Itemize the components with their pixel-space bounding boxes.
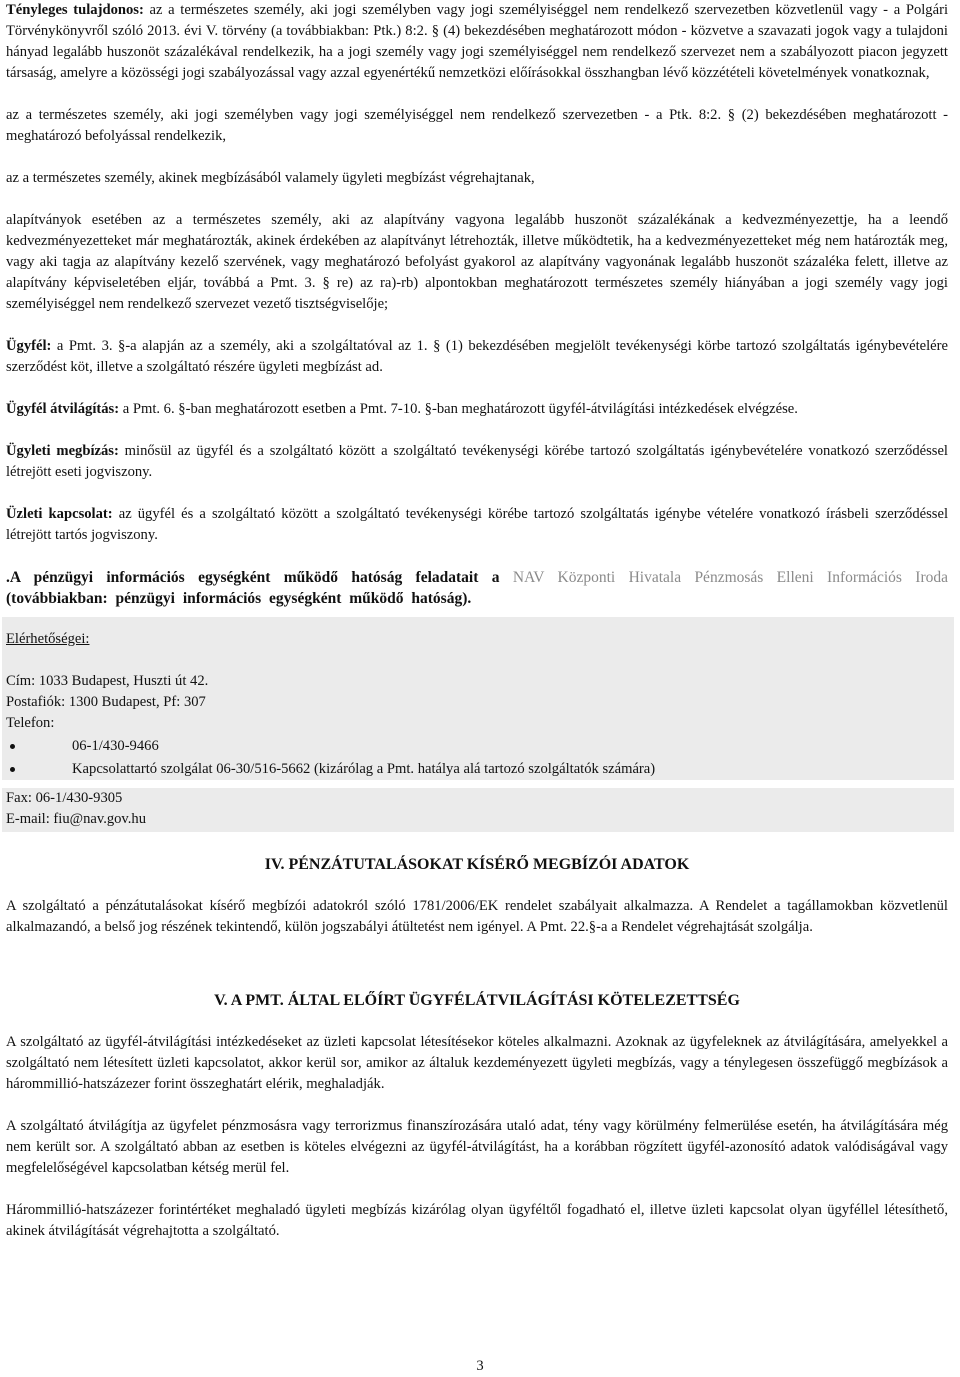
contact-email: E-mail: fiu@nav.gov.hu [6,811,147,827]
definition-term: Ügyfél átvilágítás: [6,401,120,417]
contact-fax: Fax: 06-1/430-9305 [6,790,123,806]
definition-text: a Pmt. 3. §-a alapján az a személy, aki a szolgáltatóval az 1. § (1) bekezdésében megjelölt tevékenységi körbe tartozó szolgáltatás igénybevételére szerződést köt, illetve a szolgáltató részére ügyleti megbízást ad. [6,338,948,375]
fiu-authority-name: NAV Központi Hivatala Pénzmosás Elleni Információs Iroda [499,569,949,586]
phone-list-item: Kapcsolattartó szolgálat 06-30/516-5662 (kizárólag a Pmt. hatálya alá tartozó szolgáltatók számára) [6,759,950,780]
section-v-heading: V. A PMT. ÁLTAL ELŐÍRT ÜGYFÉLÁTVILÁGÍTÁSI KÖTELEZETTSÉG [214,992,740,1009]
definition-term: Üzleti kapcsolat: [6,506,113,522]
definition-text: az a természetes személy, aki jogi személyben vagy jogi személyiséggel nem rendelkező szervezetben közvetlenül vagy - a Polgári Törvénykönyvről szóló 2013. évi V. törvény (a továbbiakban: Ptk.) 8:2. § (4) bekezdésében meghatározott módon - közvetve a szavazati jogok vagy a tulajdoni hányad legalább huszonöt százalékával rendelkezik, ha a jogi személy vagy jogi személyiséggel nem rendelkező szervezet nem a szabályozott piacon jegyzett társaság, amelyre a közösségi jogi szabályozással vagy azzal egyenértékű nemzetközi előírásokkal összhangban lévő közzétételi követelmények vonatkoznak, [6,2,948,81]
fiu-lead-tail: (továbbiakban: pénzügyi információs egységként működő hatóság). [6,590,472,607]
definition-term: Ügyfél: [6,338,52,354]
document-page [6,0,948,1242]
page-number: 3 [476,1358,484,1374]
section-iv-paragraph: A szolgáltató a pénzátutalásokat kísérő megbízói adatokról szóló 1781/2006/EK rendelet szabályait alkalmazza. A Rendelet a tagállamokban közvetlenül alkalmazandó, a belső jog részének tekintendő, külön jogszabályi átültetést nem igényel. A Pmt. 22.§-a a Rendelet végrehajtását szolgálja. [6,898,948,935]
section-v-paragraph-2: A szolgáltató átvilágítja az ügyfelet pénzmosásra vagy terrorizmus finanszírozására utaló adat, tény vagy körülmény felmerülése esetén, ha átvilágítására még nem került sor. A szolgáltató abban az esetben is köteles elvégezni az ügyfél-átvilágítást, ha a korábban rögzített ügyfél-azonosító adatok valódiságával vagy megfelelőségével kapcsolatban kétség merül fel. [6,1118,948,1176]
section-iv-heading: IV. PÉNZÁTUTALÁSOKAT KÍSÉRŐ MEGBÍZÓI ADATOK [264,856,690,873]
definition-term: Ügyleti megbízás: [6,443,119,459]
definition-ugyfel [6,336,948,378]
definition-ugyleti-megbizas [6,441,948,483]
section-v-paragraph-1: A szolgáltató az ügyfél-átvilágítási intézkedéseket az üzleti kapcsolat létesítésekor köteles alkalmazni. Azoknak az ügyfeleknek az átvilágítására, amelyekkel a szolgáltató nem létesített üzleti kapcsolatot, akkor kerül sor, amikor az általuk kezdeményezett ügyleti megbízás, vagy a ténylegesen összefüggő megbízások a hárommillió-hatszázezer forint összeghatárt elérik, meghaladják. [6,1034,948,1092]
contact-heading: Elérhetőségei: [6,631,90,647]
definition-ugyfel-atvilagitas [6,399,948,420]
bullet-icon [10,767,15,772]
definition-paragraph-4: alapítványok esetében az a természetes személy, aki az alapítvány vagyona legalább huszonöt százalékának a kedvezményezettje, ha a leendő kedvezményezetteket már meghatározták, akinek érdekében az alapítványt létrehozták, illetve működtetik, ha a kedvezményezetteket még nem határozták meg, vagy aki tagja az alapítvány kezelő szervének, vagy meghatározó befolyást gyakorol az alapítvány vagyonának legalább huszonöt százaléka felett, illetve az alapítvány képviseletében eljár, továbbá a Pmt. 3. § re) az ra)-rb) alpontokban meghatározott természetes személy hiányában a jogi személy vagy jogi személyiséggel nem rendelkező szervezet vezető tisztségviselője; [6,212,948,312]
section-v-paragraph-3: Hárommillió-hatszázezer forintértéket meghaladó ügyleti megbízás kizárólag olyan ügyféltől fogadható el, illetve üzleti kapcsolat olyan ügyféllel létesíthető, akinek átvilágítását végrehajtotta a szolgáltató. [6,1202,948,1239]
definition-term: Tényleges tulajdonos: [6,2,144,18]
contact-address: Cím: 1033 Budapest, Huszti út 42. [6,673,209,689]
definition-text: az ügyfél és a szolgáltató között a szolgáltató tevékenységi körébe tartozó szolgáltatás igénybe vételére vonatkozó írásbeli szerződéssel létrejött tartós jogviszony. [6,506,949,543]
contact-phone-label: Telefon: [6,715,55,731]
definition-tenyleges-tulajdonos [6,0,948,84]
definition-uzleti-kapcsolat [6,504,948,546]
contact-box [2,617,954,832]
phone-list [6,736,950,780]
bullet-icon [10,744,15,749]
fiu-paragraph [6,567,948,609]
phone-list-item: 06-1/430-9466 [6,736,950,757]
definition-text: minősül az ügyfél és a szolgáltató között a szolgáltató tevékenységi körébe tartozó szolgáltatás igénybevételére vonatkozó szerződéssel létrejött eseti jogviszony. [6,443,948,480]
definition-paragraph-2: az a természetes személy, aki jogi személyben vagy jogi személyiséggel nem rendelkező szervezetben - a Ptk. 8:2. § (2) bekezdésében meghatározott - meghatározó befolyással rendelkezik, [6,107,948,144]
fiu-lead-bold: .A pénzügyi információs egységként működő hatóság feladatait a [6,569,500,586]
definition-text: a Pmt. 6. §-ban meghatározott esetben a Pmt. 7-10. §-ban meghatározott ügyfél-átvilágítási intézkedések elvégzése. [119,401,798,417]
definition-paragraph-3: az a természetes személy, akinek megbízásából valamely ügyleti megbízást végrehajtanak, [6,170,535,186]
contact-pobox: Postafiók: 1300 Budapest, Pf: 307 [6,694,206,710]
